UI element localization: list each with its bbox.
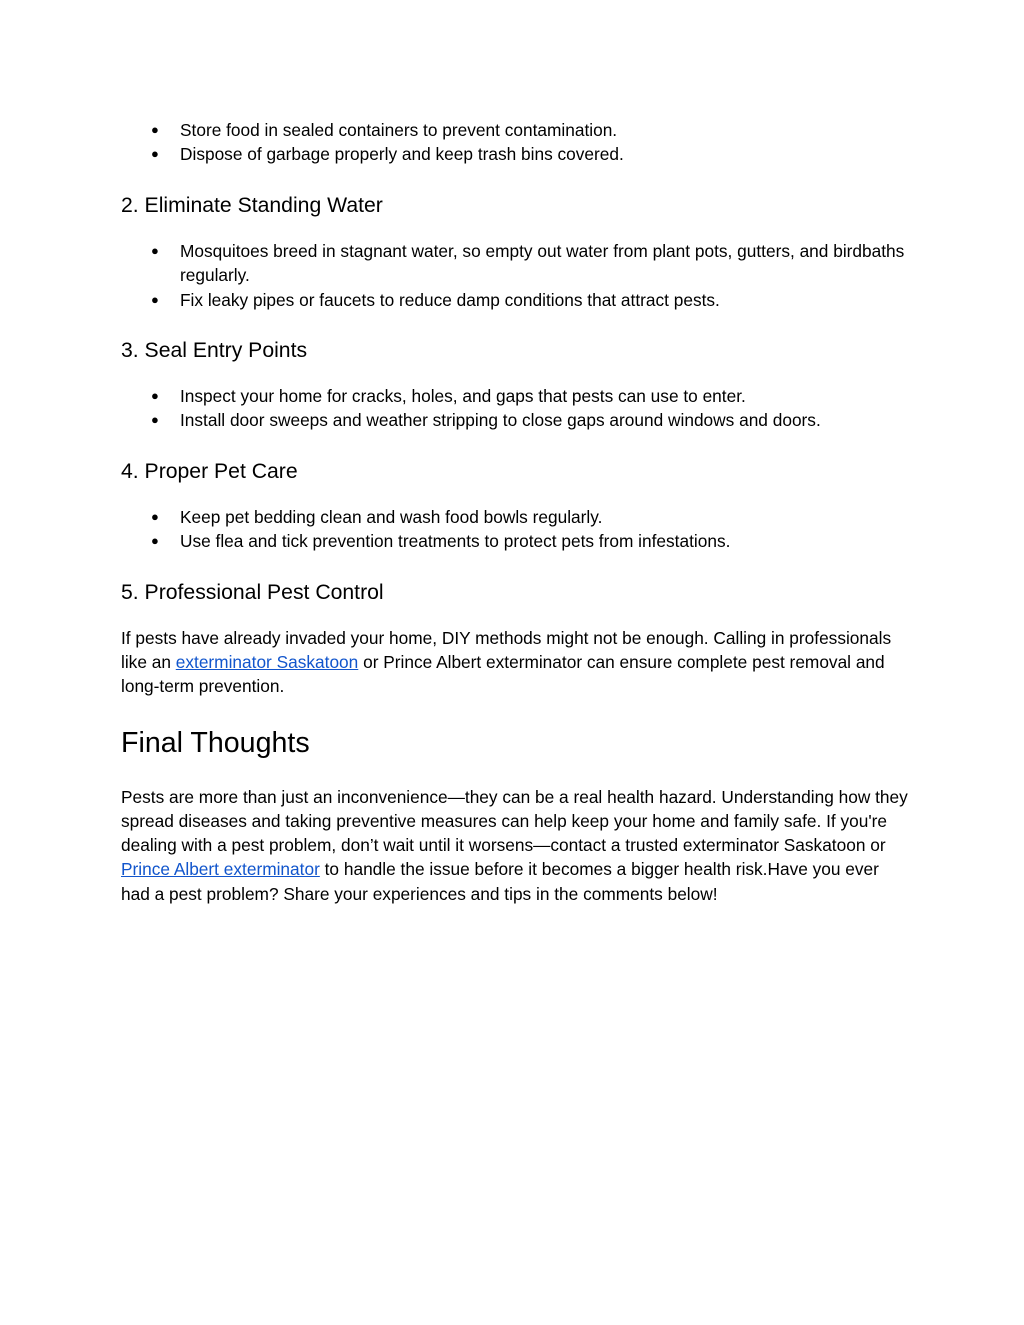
professional-paragraph [121,626,911,699]
intro-bullet-list [121,118,911,167]
bullet-icon: ● [151,291,159,307]
bullet-icon: ● [151,146,159,162]
standing-water-bullet-list [121,239,911,312]
section-heading-standing-water: 2. Eliminate Standing Water [121,193,383,217]
document-page [121,118,911,906]
paragraph-text: or Prince Albert exterminator can ensure complete pest removal and long-term prevention. [121,651,885,697]
list-item-text: Mosquitoes breed in stagnant water, so empty out water from plant pots, gutters, and birdbaths regularly. [180,240,905,286]
list-item-text: Fix leaky pipes or faucets to reduce damp conditions that attract pests. [180,289,720,310]
paragraph-text: to handle the issue before it becomes a bigger health risk.Have you ever had a pest problem? Share your experiences and tips in the comments below! [121,859,879,904]
pet-care-bullet-list [121,505,911,554]
list-item [121,118,911,142]
list-item [121,505,911,529]
list-item-text: Keep pet bedding clean and wash food bowls regularly. [180,506,603,527]
list-item-text: Use flea and tick prevention treatments to protect pets from infestations. [180,531,731,552]
bullet-icon: ● [151,388,159,404]
final-thoughts-paragraph [121,785,911,906]
paragraph-text: Pests are more than just an inconvenience—they can be a real health hazard. Understanding how they spread diseases and taking preventive measures can help keep your home and family safe. If you're dealing with a pest problem, don’t wait until it worsens—contact a trusted exterminator Saskatoon or [121,786,908,856]
list-item [121,288,911,312]
section-heading-professional: 5. Professional Pest Control [121,580,384,604]
list-item-text: Dispose of garbage properly and keep trash bins covered. [180,144,624,165]
section-heading-pet-care: 4. Proper Pet Care [121,459,298,483]
list-item [121,384,911,408]
bullet-icon: ● [151,242,159,258]
section-heading-seal-entry: 3. Seal Entry Points [121,339,308,363]
bullet-icon: ● [151,122,159,137]
list-item-text: Install door sweeps and weather stripping to close gaps around windows and doors. [180,410,821,431]
bullet-icon: ● [151,412,159,428]
list-item-text: Store food in sealed containers to prevent contamination. [180,120,618,140]
list-item-text: Inspect your home for cracks, holes, and gaps that pests can use to enter. [180,386,746,407]
bullet-icon: ● [151,533,159,549]
seal-entry-bullet-list [121,384,911,433]
paragraph-text: If pests have already invaded your home, DIY methods might not be enough. Calling in professionals like an [121,627,892,672]
list-item [121,529,911,553]
list-item [121,142,911,166]
bullet-icon: ● [151,508,159,524]
list-item [121,408,911,432]
list-item [121,239,911,288]
exterminator-saskatoon-link[interactable]: exterminator Saskatoon [175,651,359,672]
prince-albert-exterminator-link[interactable]: Prince Albert exterminator [121,859,320,880]
final-thoughts-heading: Final Thoughts [121,726,310,759]
